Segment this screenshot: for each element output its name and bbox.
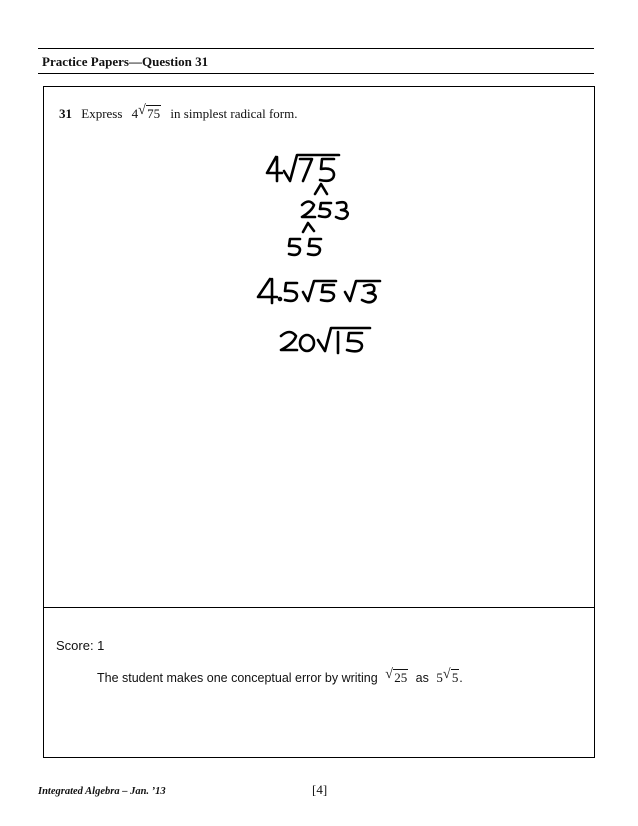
header-bottom-rule [38,73,594,74]
explanation-period: . [459,670,463,685]
question-suffix: in simplest radical form. [170,106,298,121]
student-handwritten-work [44,87,594,607]
question-prefix: Express [81,106,123,121]
score-label: Score: 1 [56,638,105,653]
work-line-2 [302,202,348,219]
page-number: [4] [312,782,328,797]
explanation-word-as: as [415,671,429,685]
explanation-radicand-b: 5 [451,670,459,685]
explanation-radical-b: √ 5 [442,667,459,685]
question-number: 31 [59,106,72,121]
header-top-rule [38,48,594,49]
question-radical: √ 75 [138,103,161,121]
score-explanation [97,669,463,686]
explanation-radicand-a: 25 [394,670,408,685]
question-radicand: 75 [147,106,161,121]
explanation-prefix: The student makes one conceptual error by writing [97,671,378,685]
factor-branch-caret-2 [303,223,314,232]
question-coefficient: 4 [131,106,139,121]
score-area [44,608,594,757]
work-line-1 [267,155,339,181]
work-line-5 [281,328,370,353]
page-title: Practice Papers—Question 31 [42,54,209,69]
question-area [44,87,594,608]
explanation-radical-a: √ 25 [385,667,408,685]
explanation-coefficient-b: 5 [436,670,443,685]
question-box [43,86,595,758]
work-line-3 [289,239,321,255]
work-line-4 [258,279,380,303]
footer-exam-label: Integrated Algebra – Jan. ’13 [38,786,166,797]
factor-branch-caret-1 [315,184,327,194]
